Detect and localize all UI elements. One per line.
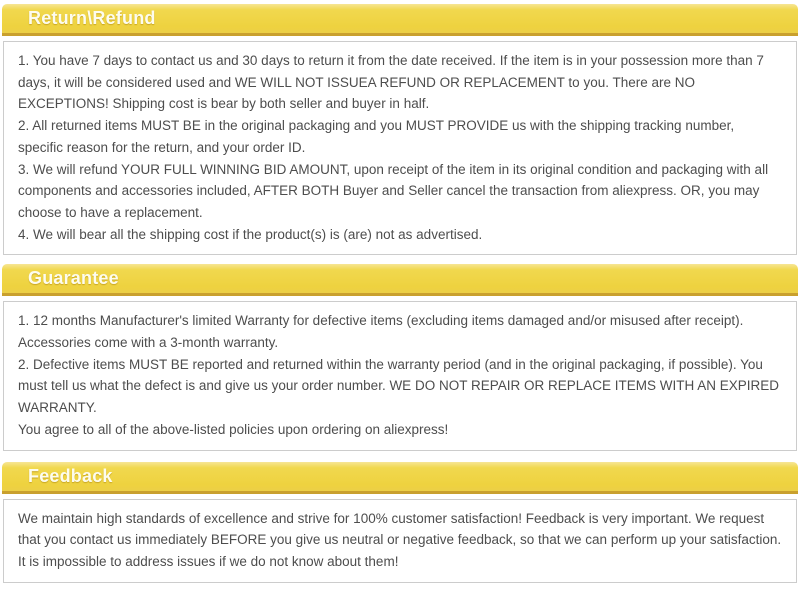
return-refund-paragraph-3: 3. We will refund YOUR FULL WINNING BID AMOUNT, upon receipt of the item in its original condition and packaging with all components and accessories included, AFTER BOTH Buyer and Seller cancel the transaction from aliexpress. OR, you may choose to have a replacement. <box>18 161 769 220</box>
return-refund-header-bar <box>2 4 798 36</box>
return-refund-content-box <box>3 41 797 255</box>
return-refund-paragraph-4: 4. We will bear all the shipping cost if the product(s) is (are) not as advertised. <box>18 226 483 242</box>
section-return-refund <box>0 4 800 255</box>
guarantee-paragraph-2: 2. Defective items MUST BE reported and returned within the warranty period (and in the original packaging, if possible). You must tell us what the defect is and give us your order number. WE DO NOT REPAIR OR REPLACE ITEMS WITH AN EXPIRED WARRANTY. <box>18 356 779 416</box>
section-guarantee <box>0 264 800 450</box>
return-refund-paragraph-2: 2. All returned items MUST BE in the original packaging and you MUST PROVIDE us with the shipping tracking number, specific reason for the return, and your order ID. <box>18 118 735 155</box>
guarantee-header-bar <box>2 264 798 296</box>
section-feedback <box>0 462 800 583</box>
feedback-title: Feedback <box>28 465 113 486</box>
feedback-content-box <box>3 499 797 583</box>
guarantee-title: Guarantee <box>28 268 119 289</box>
return-refund-paragraph-1: 1. You have 7 days to contact us and 30 days to return it from the date received. If the item is in your possession more than 7 days, it will be considered used and WE WILL NOT ISSUEA REFUND OR REPLACEMENT to you. There are NO EXCEPTIONS! Shipping cost is bear by both seller and buyer in half. <box>18 53 764 112</box>
guarantee-content-box <box>3 301 797 450</box>
return-refund-title: Return\Refund <box>28 8 156 28</box>
feedback-header-bar <box>2 462 798 494</box>
guarantee-paragraph-3: You agree to all of the above-listed policies upon ordering on aliexpress! <box>18 421 449 437</box>
guarantee-paragraph-1: 1. 12 months Manufacturer's limited Warranty for defective items (excluding items damaged and/or misused after receipt). Accessories come with a 3-month warranty. <box>18 313 744 351</box>
feedback-paragraph-1: We maintain high standards of excellence and strive for 100% customer satisfaction! Feedback is very important. We request that you contact us immediately BEFORE you give us neutral or negative feedback, so that we can perform up your satisfaction. It is impossible to address issues if we do not know about them! <box>18 510 782 569</box>
